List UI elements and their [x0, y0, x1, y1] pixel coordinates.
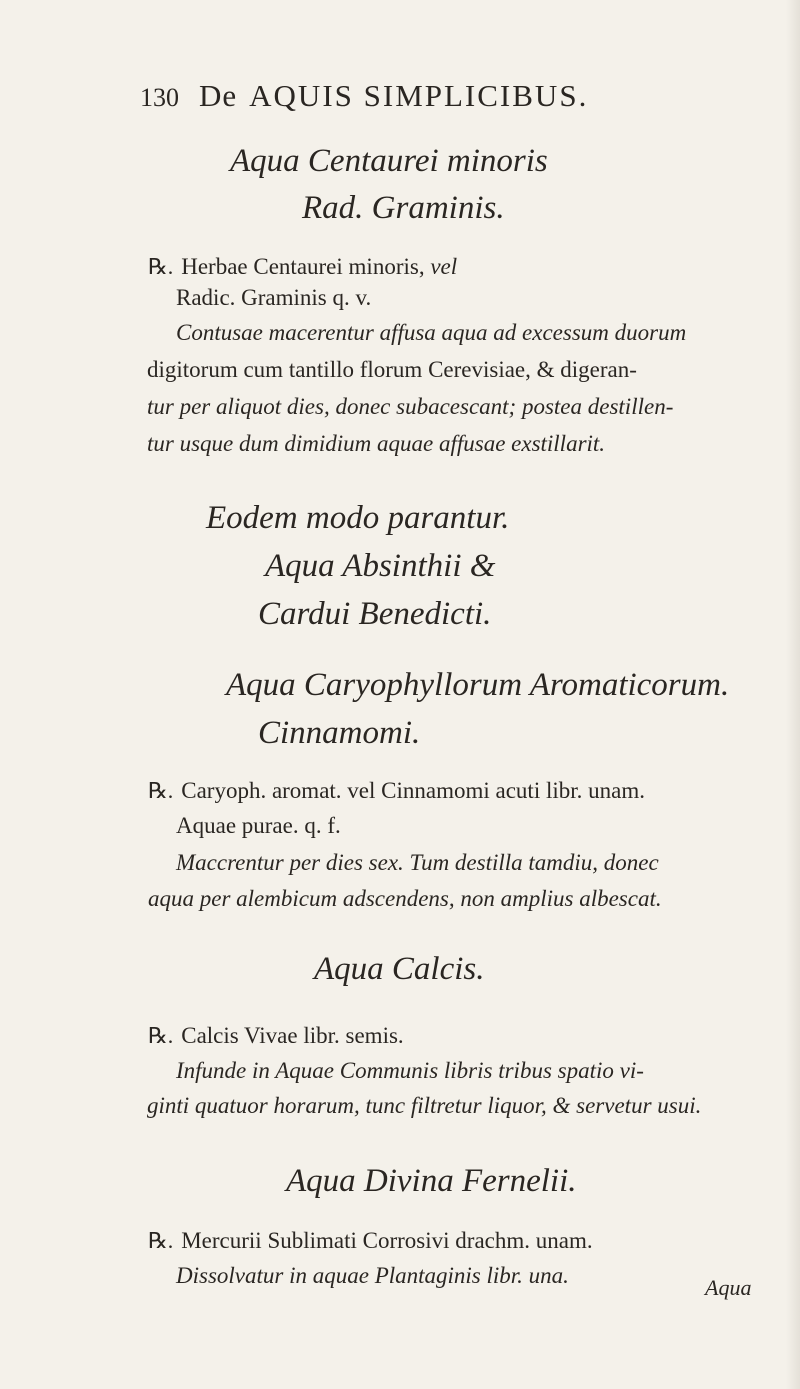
- recipe-symbol: ℞.: [148, 1023, 174, 1048]
- text-line: tur usque dum dimidium aquae affusae exstillarit.: [147, 431, 606, 456]
- text-line: Radic. Graminis q. v.: [176, 285, 372, 310]
- catchword: Aqua: [705, 1275, 752, 1300]
- section-subheading: Aqua Absinthii &: [265, 548, 496, 584]
- text-line: digitorum cum tantillo florum Cerevisiae, & digeran-: [147, 357, 637, 382]
- section-heading: Aqua Caryophyllorum Aromaticorum.: [226, 667, 730, 703]
- text-line: Infunde in Aquae Communis libris tribus spatio vi-: [176, 1058, 644, 1083]
- text-line: ℞. Caryoph. aromat. vel Cinnamomi acuti libr. unam.: [148, 778, 645, 803]
- text-line: ℞. Calcis Vivae libr. semis.: [148, 1023, 404, 1048]
- running-head: [140, 78, 780, 114]
- text-line: Aquae purae. q. f.: [176, 813, 341, 838]
- text-line: Maccrentur per dies sex. Tum destilla tamdiu, donec: [176, 850, 659, 875]
- text-line: ℞. Herbae Centaurei minoris, vel: [148, 254, 458, 279]
- page-edge-shadow: [786, 0, 800, 1389]
- section-subheading: Cinnamomi.: [258, 715, 421, 751]
- section-heading: Aqua Centaurei minoris: [230, 143, 548, 179]
- section-heading: Aqua Divina Fernelii.: [286, 1163, 577, 1199]
- recipe-symbol: ℞.: [148, 254, 174, 279]
- section-heading: Eodem modo parantur.: [206, 500, 510, 536]
- page-number: 130: [140, 83, 179, 112]
- section-heading: Aqua Calcis.: [314, 951, 485, 987]
- recipe-symbol: ℞.: [148, 778, 174, 803]
- running-head-title: AQUIS SIMPLICIBUS.: [249, 78, 589, 113]
- text-line: ℞. Mercurii Sublimati Corrosivi drachm. unam.: [148, 1228, 593, 1253]
- running-head-prefix: De: [199, 78, 238, 113]
- section-subheading: Rad. Graminis.: [302, 190, 505, 226]
- recipe-symbol: ℞.: [148, 1228, 174, 1253]
- section-subheading: Cardui Benedicti.: [258, 596, 492, 632]
- text-line: aqua per alembicum adscendens, non amplius albescat.: [148, 886, 662, 911]
- text-line: Dissolvatur in aquae Plantaginis libr. una.: [176, 1263, 569, 1288]
- text-line: Contusae macerentur affusa aqua ad excessum duorum: [176, 320, 687, 345]
- text-line: tur per aliquot dies, donec subacescant; postea destillen-: [147, 394, 674, 419]
- text-line: ginti quatuor horarum, tunc filtretur liquor, & servetur usui.: [147, 1093, 702, 1118]
